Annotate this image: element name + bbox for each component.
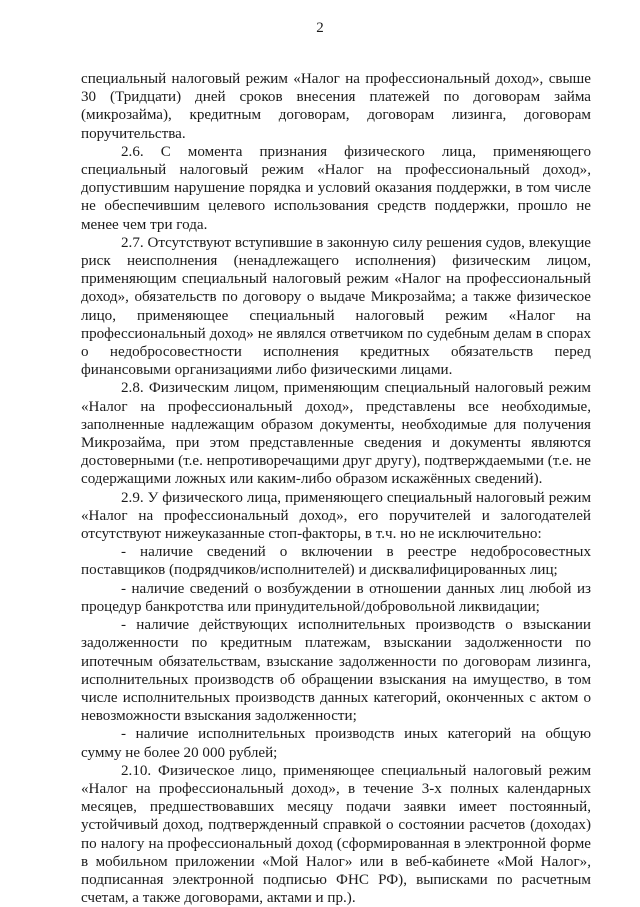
stop-factor-item: - наличие исполнительных производств иных категорий на общую сумму не более 20 000 рублей;	[81, 726, 591, 761]
paragraph-continuation: специальный налоговый режим «Налог на профессиональный доход», свыше 30 (Тридцати) дней сроков внесения платежей по договорам займа (микрозайма), кредитным договорам, договорам лизинга, договорам поручительства.	[81, 71, 591, 142]
paragraph-2-8: 2.8. Физическим лицом, применяющим специальный налоговый режим «Налог на профессиональный доход», представлены все необходимые, заполненные надлежащим образом документы, необходимые для получения Микрозайма, при этом представленные сведения и документы являются достоверными (т.е. непротиворечащими друг другу), подтверждаемыми (т.е. не содержащими ложных или каким-либо образом искажённых сведений).	[81, 380, 591, 488]
stop-factor-item: - наличие сведений о включении в реестре недобросовестных поставщиков (подрядчиков/исполнителей) и дисквалифицированных лиц;	[81, 544, 591, 579]
document-body	[81, 70, 591, 907]
paragraph-2-7: 2.7. Отсутствуют вступившие в законную силу решения судов, влекущие риск неисполнения (ненадлежащего исполнения) физическим лицом, применяющим специальный налоговый режим «Налог на профессиональный доход», обязательств по договору о выдаче Микрозайма; а также физическое лицо, применяющее специальный налоговый режим «Налог на профессиональный доход» не являлся ответчиком по судебным делам в спорах о недобросовестности исполнения кредитных обязательств перед финансовыми организациями либо физическими лицами.	[81, 234, 591, 379]
paragraph-2-10: 2.10. Физическое лицо, применяющее специальный налоговый режим «Налог на профессиональный доход», в течение 3-х полных календарных месяцев, предшествовавших месяцу подачи заявки имеет постоянный, устойчивый доход, подтвержденный справкой о состоянии расчетов (доходах) по налогу на профессиональный доход (сформированная в электронной форме в мобильном приложении «Мой Налог» или в веб-кабинете «Мой Налог», подписанная электронной подписью ФНС РФ), выписками по расчетным счетам, а также договорами, актами и пр.).	[81, 762, 591, 907]
paragraph-2-9: 2.9. У физического лица, применяющего специальный налоговый режим «Налог на профессиональный доход», его поручителей и залогодателей отсутствуют нижеуказанные стоп-факторы, в т.ч. но не исключительно:	[81, 489, 591, 543]
paragraph-2-6: 2.6. С момента признания физического лица, применяющего специальный налоговый режим «Налог на профессиональный доход», допустившим нарушение порядка и условий оказания поддержки, в том числе не обеспечившим целевого использования средств поддержки, прошло не менее чем три года.	[81, 143, 591, 233]
stop-factor-item: - наличие действующих исполнительных производств о взыскании задолженности по кредитным платежам, взыскании задолженности по ипотечным обязательствам, взыскание задолженности по договорам лизинга, исполнительных производств об обращении взыскания на имущество, в том числе исполнительных производств данных категорий, оконченных с актом о невозможности взыскания задолженности;	[81, 617, 591, 725]
page-number: 2	[316, 20, 324, 36]
stop-factor-item: - наличие сведений о возбуждении в отношении данных лиц любой из процедур банкротства или принудительной/добровольной ликвидации;	[81, 580, 591, 615]
